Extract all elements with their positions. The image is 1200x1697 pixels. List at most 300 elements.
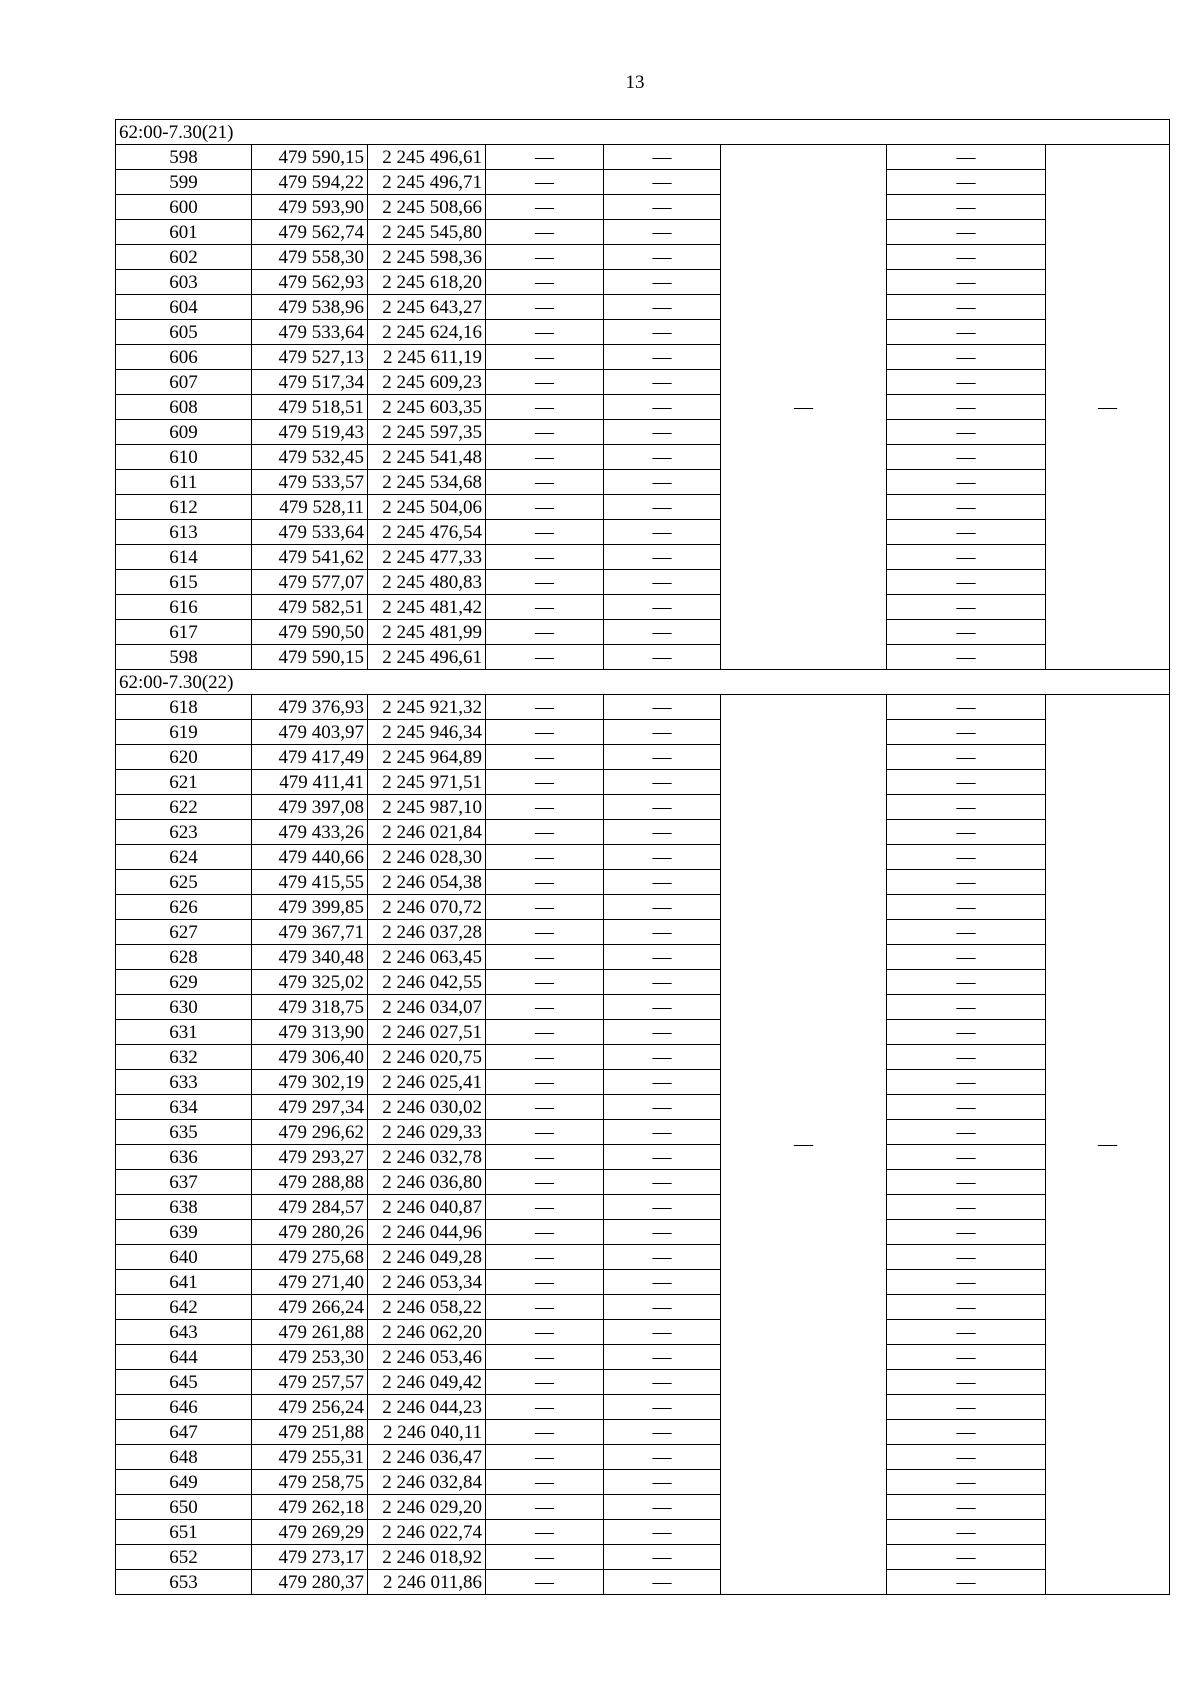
coord-y: 2 245 508,66 bbox=[368, 195, 486, 220]
table-row bbox=[116, 295, 1170, 320]
table-row bbox=[116, 1320, 1170, 1345]
coord-y: 2 246 062,20 bbox=[368, 1320, 486, 1345]
table-row bbox=[116, 470, 1170, 495]
table-row bbox=[116, 520, 1170, 545]
table-row bbox=[116, 1145, 1170, 1170]
table-row bbox=[116, 620, 1170, 645]
coord-x: 479 325,02 bbox=[252, 970, 368, 995]
page-number: 13 bbox=[625, 72, 645, 93]
table-row bbox=[116, 495, 1170, 520]
coord-x: 479 590,50 bbox=[252, 620, 368, 645]
point-number: 620 bbox=[116, 745, 252, 770]
point-number: 611 bbox=[116, 470, 252, 495]
dash-cell: — bbox=[486, 1195, 604, 1220]
coord-x: 479 288,88 bbox=[252, 1170, 368, 1195]
dash-cell: — bbox=[486, 1345, 604, 1370]
dash-cell: — bbox=[604, 1520, 721, 1545]
coordinates-table bbox=[115, 119, 1170, 1595]
point-number: 623 bbox=[116, 820, 252, 845]
coord-x: 479 271,40 bbox=[252, 1270, 368, 1295]
dash-cell: — bbox=[604, 1020, 721, 1045]
coord-x: 479 577,07 bbox=[252, 570, 368, 595]
coord-y: 2 246 058,22 bbox=[368, 1295, 486, 1320]
dash-cell: — bbox=[486, 695, 604, 720]
dash-cell: — bbox=[604, 1395, 721, 1420]
coord-x: 479 532,45 bbox=[252, 445, 368, 470]
dash-cell: — bbox=[486, 345, 604, 370]
dash-cell: — bbox=[486, 795, 604, 820]
point-number: 622 bbox=[116, 795, 252, 820]
dash-cell: — bbox=[486, 145, 604, 170]
coord-y: 2 245 921,32 bbox=[368, 695, 486, 720]
point-number: 615 bbox=[116, 570, 252, 595]
coord-y: 2 245 496,61 bbox=[368, 145, 486, 170]
coord-x: 479 280,26 bbox=[252, 1220, 368, 1245]
point-number: 645 bbox=[116, 1370, 252, 1395]
coord-y: 2 246 044,23 bbox=[368, 1395, 486, 1420]
coord-y: 2 246 034,07 bbox=[368, 995, 486, 1020]
point-number: 641 bbox=[116, 1270, 252, 1295]
coord-y: 2 246 029,20 bbox=[368, 1495, 486, 1520]
dash-cell: — bbox=[604, 645, 721, 670]
dash-cell: — bbox=[604, 295, 721, 320]
dash-cell: — bbox=[604, 1045, 721, 1070]
dash-cell: — bbox=[604, 1270, 721, 1295]
dash-cell: — bbox=[887, 895, 1046, 920]
dash-cell: — bbox=[486, 495, 604, 520]
dash-cell: — bbox=[486, 1420, 604, 1445]
dash-cell: — bbox=[887, 1095, 1046, 1120]
coord-x: 479 306,40 bbox=[252, 1045, 368, 1070]
dash-cell: — bbox=[887, 795, 1046, 820]
dash-cell: — bbox=[887, 995, 1046, 1020]
dash-cell: — bbox=[887, 595, 1046, 620]
table-row bbox=[116, 320, 1170, 345]
dash-cell: — bbox=[486, 395, 604, 420]
dash-cell: — bbox=[604, 345, 721, 370]
coord-x: 479 541,62 bbox=[252, 545, 368, 570]
dash-cell: — bbox=[604, 570, 721, 595]
dash-cell: — bbox=[486, 1570, 604, 1595]
coord-y: 2 246 027,51 bbox=[368, 1020, 486, 1045]
coord-y: 2 246 054,38 bbox=[368, 870, 486, 895]
dash-cell: — bbox=[887, 1395, 1046, 1420]
coord-y: 2 246 040,87 bbox=[368, 1195, 486, 1220]
table-row bbox=[116, 170, 1170, 195]
dash-cell: — bbox=[486, 1495, 604, 1520]
coord-x: 479 251,88 bbox=[252, 1420, 368, 1445]
coord-x: 479 593,90 bbox=[252, 195, 368, 220]
point-number: 630 bbox=[116, 995, 252, 1020]
dash-cell: — bbox=[486, 195, 604, 220]
dash-cell: — bbox=[604, 620, 721, 645]
dash-cell: — bbox=[887, 1470, 1046, 1495]
point-number: 638 bbox=[116, 1195, 252, 1220]
table-row bbox=[116, 1245, 1170, 1270]
coord-x: 479 284,57 bbox=[252, 1195, 368, 1220]
coord-y: 2 246 032,78 bbox=[368, 1145, 486, 1170]
dash-cell: — bbox=[604, 770, 721, 795]
merged-dash-cell: — bbox=[1046, 695, 1170, 1595]
dash-cell: — bbox=[887, 870, 1046, 895]
dash-cell: — bbox=[887, 195, 1046, 220]
dash-cell: — bbox=[887, 1545, 1046, 1570]
dash-cell: — bbox=[604, 320, 721, 345]
section-title: 62:00-7.30(21) bbox=[116, 120, 1170, 145]
dash-cell: — bbox=[887, 470, 1046, 495]
table-row bbox=[116, 570, 1170, 595]
dash-cell: — bbox=[486, 295, 604, 320]
dash-cell: — bbox=[486, 1320, 604, 1345]
coord-x: 479 397,08 bbox=[252, 795, 368, 820]
dash-cell: — bbox=[887, 820, 1046, 845]
coord-x: 479 417,49 bbox=[252, 745, 368, 770]
point-number: 614 bbox=[116, 545, 252, 570]
point-number: 605 bbox=[116, 320, 252, 345]
coord-x: 479 266,24 bbox=[252, 1295, 368, 1320]
table-row bbox=[116, 695, 1170, 720]
coord-y: 2 246 063,45 bbox=[368, 945, 486, 970]
dash-cell: — bbox=[604, 695, 721, 720]
coord-x: 479 533,64 bbox=[252, 320, 368, 345]
coord-y: 2 245 480,83 bbox=[368, 570, 486, 595]
coord-x: 479 296,62 bbox=[252, 1120, 368, 1145]
dash-cell: — bbox=[486, 895, 604, 920]
coord-y: 2 246 011,86 bbox=[368, 1570, 486, 1595]
dash-cell: — bbox=[604, 370, 721, 395]
point-number: 637 bbox=[116, 1170, 252, 1195]
dash-cell: — bbox=[486, 470, 604, 495]
dash-cell: — bbox=[887, 220, 1046, 245]
dash-cell: — bbox=[887, 1445, 1046, 1470]
dash-cell: — bbox=[887, 420, 1046, 445]
table-row bbox=[116, 1470, 1170, 1495]
coord-x: 479 594,22 bbox=[252, 170, 368, 195]
table-row bbox=[116, 1070, 1170, 1095]
point-number: 628 bbox=[116, 945, 252, 970]
table-row bbox=[116, 820, 1170, 845]
point-number: 621 bbox=[116, 770, 252, 795]
dash-cell: — bbox=[486, 545, 604, 570]
coord-x: 479 273,17 bbox=[252, 1545, 368, 1570]
dash-cell: — bbox=[887, 1145, 1046, 1170]
table-row bbox=[116, 745, 1170, 770]
dash-cell: — bbox=[887, 1195, 1046, 1220]
coord-y: 2 246 025,41 bbox=[368, 1070, 486, 1095]
coord-x: 479 318,75 bbox=[252, 995, 368, 1020]
dash-cell: — bbox=[604, 1145, 721, 1170]
coord-x: 479 411,41 bbox=[252, 770, 368, 795]
point-number: 617 bbox=[116, 620, 252, 645]
coord-y: 2 246 037,28 bbox=[368, 920, 486, 945]
dash-cell: — bbox=[887, 720, 1046, 745]
coord-y: 2 246 036,47 bbox=[368, 1445, 486, 1470]
dash-cell: — bbox=[486, 320, 604, 345]
dash-cell: — bbox=[486, 520, 604, 545]
dash-cell: — bbox=[604, 945, 721, 970]
point-number: 601 bbox=[116, 220, 252, 245]
dash-cell: — bbox=[887, 920, 1046, 945]
dash-cell: — bbox=[887, 345, 1046, 370]
table-row bbox=[116, 445, 1170, 470]
coord-y: 2 245 496,71 bbox=[368, 170, 486, 195]
coord-x: 479 253,30 bbox=[252, 1345, 368, 1370]
coord-x: 479 275,68 bbox=[252, 1245, 368, 1270]
coord-y: 2 245 598,36 bbox=[368, 245, 486, 270]
coord-x: 479 367,71 bbox=[252, 920, 368, 945]
dash-cell: — bbox=[887, 545, 1046, 570]
dash-cell: — bbox=[887, 570, 1046, 595]
dash-cell: — bbox=[486, 870, 604, 895]
table-row bbox=[116, 545, 1170, 570]
coord-y: 2 246 036,80 bbox=[368, 1170, 486, 1195]
point-number: 609 bbox=[116, 420, 252, 445]
table-row bbox=[116, 345, 1170, 370]
point-number: 598 bbox=[116, 145, 252, 170]
point-number: 626 bbox=[116, 895, 252, 920]
dash-cell: — bbox=[604, 895, 721, 920]
dash-cell: — bbox=[604, 920, 721, 945]
dash-cell: — bbox=[604, 470, 721, 495]
dash-cell: — bbox=[887, 145, 1046, 170]
point-number: 640 bbox=[116, 1245, 252, 1270]
coord-x: 479 399,85 bbox=[252, 895, 368, 920]
dash-cell: — bbox=[887, 745, 1046, 770]
coord-y: 2 245 477,33 bbox=[368, 545, 486, 570]
point-number: 600 bbox=[116, 195, 252, 220]
dash-cell: — bbox=[887, 270, 1046, 295]
table-row bbox=[116, 1395, 1170, 1420]
dash-cell: — bbox=[604, 970, 721, 995]
table-row bbox=[116, 1220, 1170, 1245]
coord-x: 479 527,13 bbox=[252, 345, 368, 370]
coord-x: 479 590,15 bbox=[252, 145, 368, 170]
dash-cell: — bbox=[887, 695, 1046, 720]
dash-cell: — bbox=[887, 1245, 1046, 1270]
point-number: 602 bbox=[116, 245, 252, 270]
coord-y: 2 246 044,96 bbox=[368, 1220, 486, 1245]
table-row bbox=[116, 1345, 1170, 1370]
dash-cell: — bbox=[604, 1470, 721, 1495]
coord-x: 479 269,29 bbox=[252, 1520, 368, 1545]
dash-cell: — bbox=[604, 545, 721, 570]
dash-cell: — bbox=[887, 1520, 1046, 1545]
point-number: 627 bbox=[116, 920, 252, 945]
dash-cell: — bbox=[486, 270, 604, 295]
point-number: 632 bbox=[116, 1045, 252, 1070]
coord-x: 479 280,37 bbox=[252, 1570, 368, 1595]
dash-cell: — bbox=[486, 570, 604, 595]
point-number: 648 bbox=[116, 1445, 252, 1470]
dash-cell: — bbox=[604, 1545, 721, 1570]
coord-x: 479 533,64 bbox=[252, 520, 368, 545]
coord-x: 479 590,15 bbox=[252, 645, 368, 670]
point-number: 651 bbox=[116, 1520, 252, 1545]
dash-cell: — bbox=[887, 1070, 1046, 1095]
dash-cell: — bbox=[604, 995, 721, 1020]
point-number: 603 bbox=[116, 270, 252, 295]
coord-x: 479 302,19 bbox=[252, 1070, 368, 1095]
dash-cell: — bbox=[604, 1120, 721, 1145]
dash-cell: — bbox=[604, 420, 721, 445]
dash-cell: — bbox=[887, 1020, 1046, 1045]
coord-x: 479 376,93 bbox=[252, 695, 368, 720]
coord-y: 2 245 964,89 bbox=[368, 745, 486, 770]
dash-cell: — bbox=[887, 945, 1046, 970]
table-row bbox=[116, 1445, 1170, 1470]
dash-cell: — bbox=[887, 170, 1046, 195]
coord-x: 479 261,88 bbox=[252, 1320, 368, 1345]
dash-cell: — bbox=[486, 220, 604, 245]
dash-cell: — bbox=[486, 745, 604, 770]
dash-cell: — bbox=[604, 270, 721, 295]
dash-cell: — bbox=[604, 845, 721, 870]
table-row bbox=[116, 1420, 1170, 1445]
dash-cell: — bbox=[486, 920, 604, 945]
dash-cell: — bbox=[604, 1320, 721, 1345]
point-number: 625 bbox=[116, 870, 252, 895]
dash-cell: — bbox=[486, 970, 604, 995]
dash-cell: — bbox=[604, 1495, 721, 1520]
dash-cell: — bbox=[486, 820, 604, 845]
table-row bbox=[116, 220, 1170, 245]
coord-y: 2 246 040,11 bbox=[368, 1420, 486, 1445]
point-number: 631 bbox=[116, 1020, 252, 1045]
coord-y: 2 246 042,55 bbox=[368, 970, 486, 995]
dash-cell: — bbox=[486, 1245, 604, 1270]
point-number: 639 bbox=[116, 1220, 252, 1245]
dash-cell: — bbox=[604, 395, 721, 420]
table-row bbox=[116, 1270, 1170, 1295]
dash-cell: — bbox=[887, 1370, 1046, 1395]
dash-cell: — bbox=[887, 1420, 1046, 1445]
dash-cell: — bbox=[604, 1570, 721, 1595]
dash-cell: — bbox=[486, 645, 604, 670]
coord-x: 479 562,74 bbox=[252, 220, 368, 245]
coord-y: 2 246 053,34 bbox=[368, 1270, 486, 1295]
coord-x: 479 257,57 bbox=[252, 1370, 368, 1395]
merged-dash-cell: — bbox=[1046, 145, 1170, 670]
coord-x: 479 538,96 bbox=[252, 295, 368, 320]
dash-cell: — bbox=[486, 370, 604, 395]
dash-cell: — bbox=[486, 995, 604, 1020]
point-number: 643 bbox=[116, 1320, 252, 1345]
dash-cell: — bbox=[486, 420, 604, 445]
section-title: 62:00-7.30(22) bbox=[116, 670, 1170, 695]
point-number: 599 bbox=[116, 170, 252, 195]
point-number: 598 bbox=[116, 645, 252, 670]
point-number: 606 bbox=[116, 345, 252, 370]
point-number: 653 bbox=[116, 1570, 252, 1595]
coord-y: 2 246 049,42 bbox=[368, 1370, 486, 1395]
coord-y: 2 246 049,28 bbox=[368, 1245, 486, 1270]
dash-cell: — bbox=[887, 845, 1046, 870]
point-number: 633 bbox=[116, 1070, 252, 1095]
table-row bbox=[116, 1195, 1170, 1220]
dash-cell: — bbox=[486, 1470, 604, 1495]
dash-cell: — bbox=[486, 1220, 604, 1245]
point-number: 616 bbox=[116, 595, 252, 620]
table-row bbox=[116, 720, 1170, 745]
dash-cell: — bbox=[604, 1095, 721, 1120]
dash-cell: — bbox=[887, 1295, 1046, 1320]
dash-cell: — bbox=[604, 220, 721, 245]
point-number: 646 bbox=[116, 1395, 252, 1420]
dash-cell: — bbox=[604, 870, 721, 895]
table-row bbox=[116, 795, 1170, 820]
table-row bbox=[116, 245, 1170, 270]
dash-cell: — bbox=[486, 1020, 604, 1045]
coord-y: 2 245 611,19 bbox=[368, 345, 486, 370]
dash-cell: — bbox=[887, 1570, 1046, 1595]
dash-cell: — bbox=[486, 620, 604, 645]
coord-y: 2 246 032,84 bbox=[368, 1470, 486, 1495]
dash-cell: — bbox=[486, 720, 604, 745]
dash-cell: — bbox=[604, 1070, 721, 1095]
table-row bbox=[116, 1495, 1170, 1520]
dash-cell: — bbox=[604, 795, 721, 820]
dash-cell: — bbox=[604, 1220, 721, 1245]
coord-x: 479 403,97 bbox=[252, 720, 368, 745]
coord-x: 479 255,31 bbox=[252, 1445, 368, 1470]
dash-cell: — bbox=[604, 445, 721, 470]
merged-dash-cell: — bbox=[721, 145, 887, 670]
table-row bbox=[116, 920, 1170, 945]
dash-cell: — bbox=[887, 970, 1046, 995]
dash-cell: — bbox=[887, 295, 1046, 320]
table-row bbox=[116, 1095, 1170, 1120]
merged-dash-cell: — bbox=[721, 695, 887, 1595]
dash-cell: — bbox=[486, 1445, 604, 1470]
coord-y: 2 245 971,51 bbox=[368, 770, 486, 795]
dash-cell: — bbox=[604, 245, 721, 270]
table-row bbox=[116, 645, 1170, 670]
coord-y: 2 246 030,02 bbox=[368, 1095, 486, 1120]
coord-y: 2 245 504,06 bbox=[368, 495, 486, 520]
point-number: 607 bbox=[116, 370, 252, 395]
point-number: 604 bbox=[116, 295, 252, 320]
point-number: 644 bbox=[116, 1345, 252, 1370]
dash-cell: — bbox=[486, 1370, 604, 1395]
dash-cell: — bbox=[604, 1445, 721, 1470]
dash-cell: — bbox=[486, 1045, 604, 1070]
dash-cell: — bbox=[604, 195, 721, 220]
dash-cell: — bbox=[604, 1370, 721, 1395]
point-number: 612 bbox=[116, 495, 252, 520]
dash-cell: — bbox=[604, 720, 721, 745]
coord-y: 2 245 481,99 bbox=[368, 620, 486, 645]
dash-cell: — bbox=[486, 1545, 604, 1570]
dash-cell: — bbox=[887, 645, 1046, 670]
coord-x: 479 517,34 bbox=[252, 370, 368, 395]
dash-cell: — bbox=[604, 820, 721, 845]
dash-cell: — bbox=[486, 845, 604, 870]
coord-y: 2 245 987,10 bbox=[368, 795, 486, 820]
table-row bbox=[116, 1020, 1170, 1045]
point-number: 652 bbox=[116, 1545, 252, 1570]
dash-cell: — bbox=[604, 520, 721, 545]
dash-cell: — bbox=[604, 1195, 721, 1220]
dash-cell: — bbox=[887, 1220, 1046, 1245]
coord-x: 479 340,48 bbox=[252, 945, 368, 970]
dash-cell: — bbox=[604, 1420, 721, 1445]
dash-cell: — bbox=[887, 1495, 1046, 1520]
dash-cell: — bbox=[604, 595, 721, 620]
dash-cell: — bbox=[486, 1395, 604, 1420]
coord-x: 479 518,51 bbox=[252, 395, 368, 420]
coord-y: 2 246 022,74 bbox=[368, 1520, 486, 1545]
dash-cell: — bbox=[887, 395, 1046, 420]
